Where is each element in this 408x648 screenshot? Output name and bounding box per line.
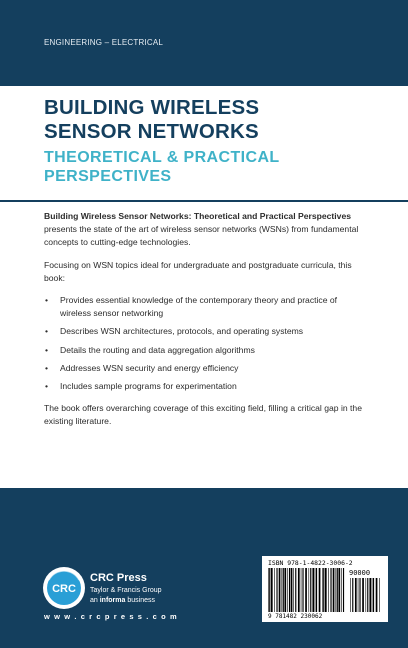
barcode-bar	[328, 568, 329, 612]
business-prefix: an	[90, 597, 100, 604]
logo-text: CRC	[52, 583, 76, 595]
feature-list	[44, 294, 366, 393]
barcode-bar	[305, 568, 307, 612]
crc-logo-icon	[42, 566, 86, 610]
focus-paragraph: Focusing on WSN topics ideal for undergraduate and postgraduate curricula, this book:	[44, 259, 352, 283]
bullet-icon: •	[45, 326, 49, 337]
barcode-box	[262, 556, 388, 622]
barcode-bar	[322, 568, 323, 612]
barcode-bar	[276, 568, 277, 612]
category-label: ENGINEERING – ELECTRICAL	[44, 38, 164, 47]
business-suffix: business	[125, 597, 155, 604]
barcode-bar	[369, 578, 371, 612]
barcode-bar	[341, 568, 342, 612]
book-subtitle	[44, 148, 364, 186]
subtitle-line-1: THEORETICAL & PRACTICAL	[44, 149, 280, 166]
barcode-bar	[358, 578, 359, 612]
intro-rest: presents the state of the art of wireless sensor networks (WSNs) from fundamental concepts to cutting-edge technologies.	[44, 224, 359, 248]
business-bold: informa	[99, 597, 126, 604]
top-band	[0, 0, 408, 86]
intro-bold: Building Wireless Sensor Networks: Theoretical and Practical Perspectives	[44, 211, 352, 221]
list-item	[44, 325, 366, 338]
barcode-bar	[301, 568, 302, 612]
barcode-bar	[343, 568, 344, 612]
bullet-icon: •	[45, 344, 49, 355]
barcode-bar	[333, 568, 335, 612]
bullet-icon: •	[45, 362, 49, 373]
title-line-1: BUILDING WIRELESS	[44, 96, 260, 119]
barcode-bar	[271, 568, 273, 612]
description-body	[44, 210, 366, 438]
divider-rule	[0, 200, 408, 202]
barcode-bar	[295, 568, 296, 612]
barcode-bar	[366, 578, 367, 612]
barcode-bar	[359, 578, 360, 612]
barcode-bar	[336, 568, 337, 612]
barcode-bar	[287, 568, 288, 612]
barcode-bar	[338, 568, 340, 612]
barcode-bar	[315, 568, 316, 612]
publisher-url: w w w . c r c p r e s s . c o m	[44, 612, 178, 621]
barcode-bar	[309, 568, 310, 612]
barcode-bar	[352, 578, 353, 612]
list-item	[44, 380, 366, 393]
barcode-bar	[283, 568, 284, 612]
barcode-bar	[376, 578, 378, 612]
list-item	[44, 344, 366, 357]
barcode-bar	[325, 568, 327, 612]
bullet-icon: •	[45, 381, 49, 392]
bullet-icon: •	[45, 295, 49, 306]
title-line-2: SENSOR NETWORKS	[44, 120, 259, 143]
barcode-bar	[312, 568, 314, 612]
barcode-bar	[282, 568, 283, 612]
barcode-bar	[323, 568, 324, 612]
barcode-bar	[367, 578, 368, 612]
list-item	[44, 294, 366, 320]
content-panel	[0, 86, 408, 488]
closing-paragraph: The book offers overarching coverage of this exciting field, filling a critical gap in the existing literature.	[44, 403, 362, 427]
barcode-bar	[293, 568, 294, 612]
barcode-bar	[274, 568, 275, 612]
barcode-bar	[355, 578, 357, 612]
barcode-bar	[373, 578, 374, 612]
subtitle-line-2: PERSPECTIVES	[44, 168, 172, 185]
publisher-name: CRC Press	[90, 572, 147, 584]
barcode-bar	[268, 568, 269, 612]
price-code: 90000	[349, 569, 371, 577]
list-item-text: Details the routing and data aggregation algorithms	[60, 344, 255, 355]
barcode-bar	[279, 568, 281, 612]
list-item-text: Provides essential knowledge of the contemporary theory and practice of wireless sensor networking	[60, 295, 338, 319]
barcode-bar	[302, 568, 303, 612]
barcode-bar	[291, 568, 293, 612]
book-title	[44, 96, 364, 144]
list-item-text: Describes WSN architectures, protocols, and operating systems	[60, 326, 304, 337]
addon-barcode-icon	[350, 578, 382, 612]
isbn-text: ISBN 978-1-4822-3006-2	[268, 559, 353, 567]
barcode-bar	[298, 568, 300, 612]
list-item	[44, 362, 366, 375]
list-item-text: Includes sample programs for experimentation	[60, 381, 237, 392]
barcode-bar	[269, 568, 270, 612]
barcode-icon	[268, 568, 346, 612]
barcode-bar	[319, 568, 321, 612]
barcode-bar	[337, 568, 338, 612]
barcode-bar	[362, 578, 364, 612]
barcode-bar	[284, 568, 286, 612]
barcode-bar	[379, 578, 380, 612]
barcode-bar	[316, 568, 317, 612]
barcode-digits: 9 781482 230062	[268, 613, 323, 620]
publisher-business	[90, 597, 155, 604]
barcode-bar	[289, 568, 290, 612]
publisher-group: Taylor & Francis Group	[90, 587, 162, 594]
barcode-bar	[350, 578, 351, 612]
barcode-bar	[372, 578, 373, 612]
intro-paragraph	[44, 210, 366, 250]
barcode-bar	[330, 568, 331, 612]
list-item-text: Addresses WSN security and energy efficiency	[60, 362, 239, 373]
barcode-bar	[310, 568, 311, 612]
